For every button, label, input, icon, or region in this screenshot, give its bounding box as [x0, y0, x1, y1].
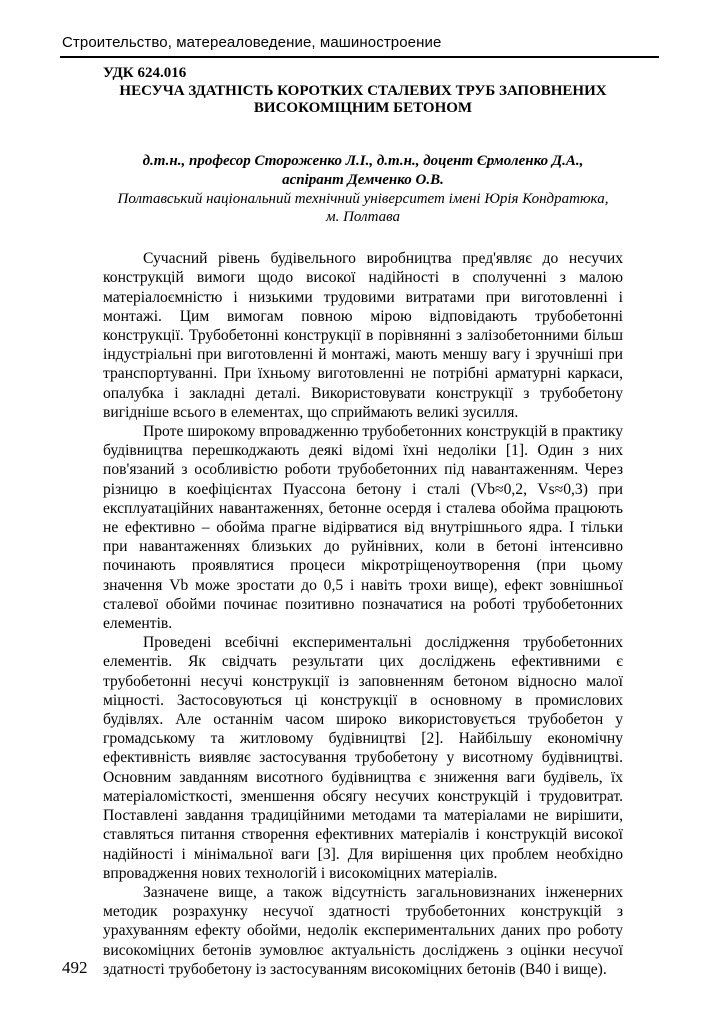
- affiliation-line: Полтавський національний технічний університет імені Юрія Кондратюка,: [117, 191, 609, 208]
- paragraph: Сучасний рівень будівельного виробництва пред'являє до несучих конструкцій вимоги щодо високої надійності в сполученні з малою матеріалоємністю і низькими трудовими витратами при виготовленні і монтажі. Цим вимогам повною мірою відповідають трубобетонні конструкції. Трубобетонні конструкції в порівнянні з залізобетонними більш індустріальні при виготовленні й монтажі, мають меншу вагу і зручніші при транспортуванні. При їхньому виготовленні не потрібні арматурні каркаси, опалубка і закладні деталі. Використовувати конструкції з трубобетону вигідніше всього в елементах, що сприймають великі зусилля.: [103, 250, 623, 421]
- article-body: [103, 62, 623, 979]
- affiliation: [103, 190, 623, 226]
- authors: [103, 152, 623, 190]
- paragraph: Зазначене вище, а також відсутність загальновизнаних інженерних методик розрахунку несучої здатності трубобетонних конструкцій з урахуванням ефекту обойми, недолік експериментальних даних про роботу високоміцних бетонів зумовлює актуальність досліджень з оцінки несучої здатності трубобетону із застосуванням високоміцних бетонів (В40 і вище).: [103, 883, 623, 978]
- article-text: [103, 249, 623, 979]
- paragraph: Проведені всебічні експериментальні дослідження трубобетонних елементів. Як свідчать результати цих досліджень ефективними є трубобетонні несучі конструкції із заповненням бетоном відносно малої міцності. Застосовуються ці конструкції в основному в промислових будівлях. Але останнім часом широко використовується трубобетон у громадському та житловому будівництві [2]. Найбільшу економічну ефективність виявляє застосування трубобетону у висотному будівництві. Основним завданням висотного будівництва є зниження ваги будівель, їх матеріаломісткості, зменшення обсягу несучих конструкцій і трудовитрат. Поставлені завдання традиційними методами та матеріалами не вирішити, ставляться питання створення ефективних матеріалів і конструкцій високої надійності і мінімальної ваги [3]. Для вирішення цих проблем необхідно впровадження нових технологій і високоміцних матеріалів.: [103, 634, 623, 882]
- paragraph: Проте широкому впровадженню трубобетонних конструкцій в практику будівництва перешкоджають деякі відомі їхні недоліки [1]. Один з них пов'язаний з особливістю роботи трубобетонних під навантаженням. Через різницю в коефіцієнтах Пуассона бетону і сталі (Vb≈0,2, Vs≈0,3) при експлуатаційних навантаженнях, бетонне осердя і сталева обойма працюють не ефективно – обойма прагне відірватися від внутрішнього ядра. І тільки при навантаженнях близьких до руйнівних, коли в бетоні інтенсивно починають проявлятися процеси мікротріщеноутворення (при цьому значення Vb може зростати до 0,5 і навіть трохи вище), ефект зовнішньої сталевої обойми починає позитивно позначатися на роботі трубобетонних елементів.: [103, 423, 623, 633]
- title-line: ВИСОКОМІЦНИМ БЕТОНОМ: [253, 100, 473, 117]
- authors-line: аспірант Демченко О.В.: [282, 172, 444, 189]
- affiliation-line: м. Полтава: [326, 209, 400, 226]
- title-line: НЕСУЧА ЗДАТНІСТЬ КОРОТКИХ СТАЛЕВИХ ТРУБ ЗАПОВНЕНИХ: [119, 83, 607, 100]
- page-number: 492: [62, 958, 88, 977]
- article-title: [103, 83, 623, 117]
- header-rule: [60, 56, 659, 58]
- udc-code: УДК 624.016: [103, 65, 187, 81]
- running-header: Строительство, матереаловедение, машиностроение: [62, 34, 442, 51]
- authors-line: д.т.н., професор Стороженко Л.І., д.т.н., доцент Єрмоленко Д.А.,: [142, 153, 584, 170]
